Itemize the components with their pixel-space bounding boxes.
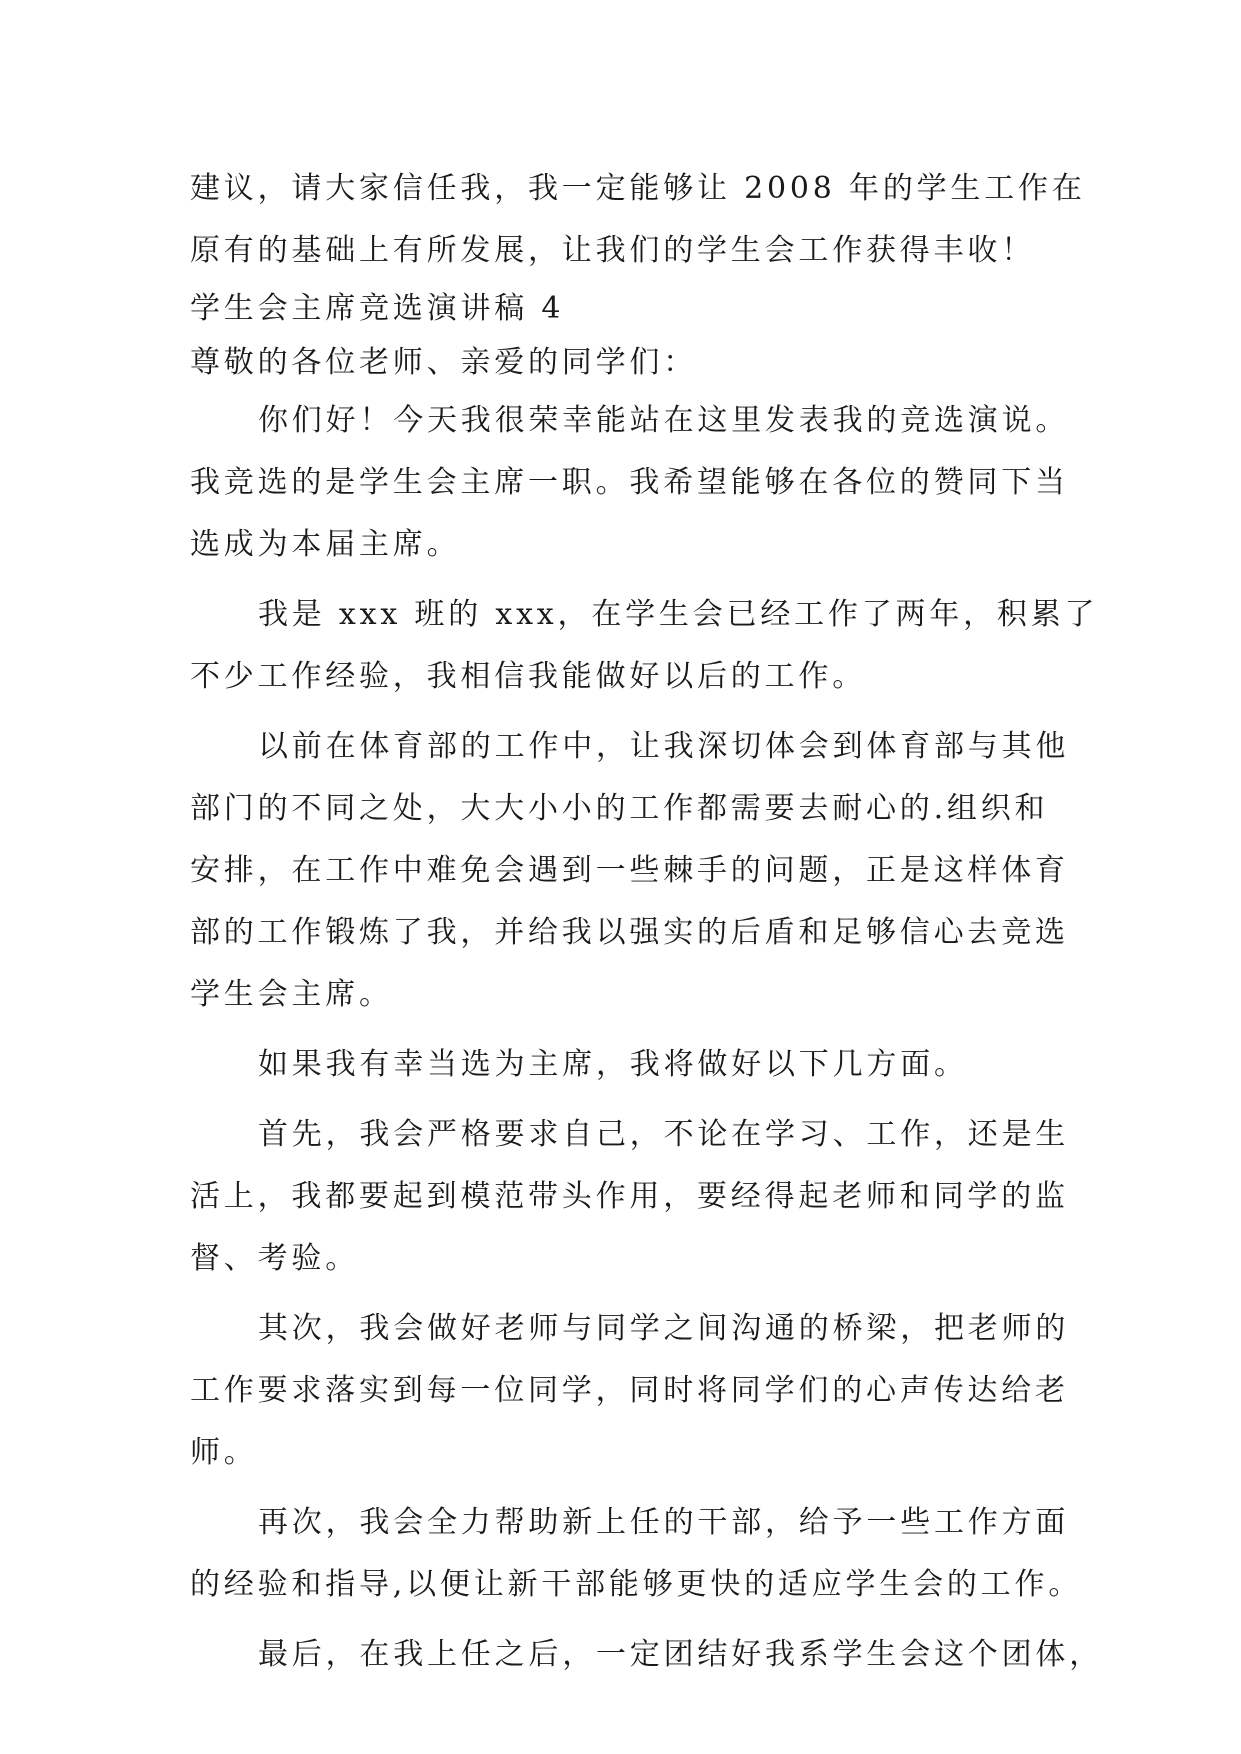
paragraph-line: 部的工作锻炼了我，并给我以强实的后盾和足够信心去竞选 [190, 915, 1069, 950]
paragraph-line: 如果我有幸当选为主席，我将做好以下几方面。 [258, 1047, 968, 1082]
paragraph-line: 督、考验。 [190, 1241, 359, 1276]
paragraph-line: 首先，我会严格要求自己，不论在学习、工作，还是生 [258, 1117, 1070, 1152]
paragraph-line: 部门的不同之处，大大小小的工作都需要去耐心的.组织和 [190, 791, 1049, 826]
text-line: 原有的基础上有所发展，让我们的学生会工作获得丰收！ [190, 233, 1035, 268]
paragraph-line: 学生会主席。 [190, 977, 393, 1012]
section-title: 学生会主席竞选演讲稿 4 [190, 291, 565, 326]
paragraph-line: 安排，在工作中难免会遇到一些棘手的问题，正是这样体育 [190, 853, 1069, 888]
paragraph-line: 不少工作经验，我相信我能做好以后的工作。 [190, 659, 866, 694]
paragraph-line: 再次，我会全力帮助新上任的干部，给予一些工作方面 [258, 1505, 1070, 1540]
paragraph-line: 你们好！今天我很荣幸能站在这里发表我的竞选演说。 [258, 403, 1070, 438]
salutation: 尊敬的各位老师、亲爱的同学们： [190, 345, 697, 380]
paragraph-line: 的经验和指导,以便让新干部能够更快的适应学生会的工作。 [190, 1567, 1083, 1602]
paragraph-line: 其次，我会做好老师与同学之间沟通的桥梁，把老师的 [258, 1311, 1070, 1346]
paragraph-line: 最后，在我上任之后，一定团结好我系学生会这个团体， [258, 1637, 1103, 1672]
paragraph-line: 以前在体育部的工作中，让我深切体会到体育部与其他 [258, 729, 1070, 764]
document-body [190, 158, 1103, 1686]
paragraph-line: 工作要求落实到每一位同学，同时将同学们的心声传达给老 [190, 1373, 1069, 1408]
text-line: 建议，请大家信任我，我一定能够让 2008 年的学生工作在 [190, 171, 1086, 206]
paragraph-line: 我是 xxx 班的 xxx，在学生会已经工作了两年，积累了 [258, 597, 1099, 632]
paragraph-line: 我竞选的是学生会主席一职。我希望能够在各位的赞同下当 [190, 465, 1069, 500]
paragraph-line: 师。 [190, 1435, 258, 1470]
paragraph-line: 选成为本届主席。 [190, 527, 461, 562]
paragraph-line: 活上，我都要起到模范带头作用，要经得起老师和同学的监 [190, 1179, 1069, 1214]
